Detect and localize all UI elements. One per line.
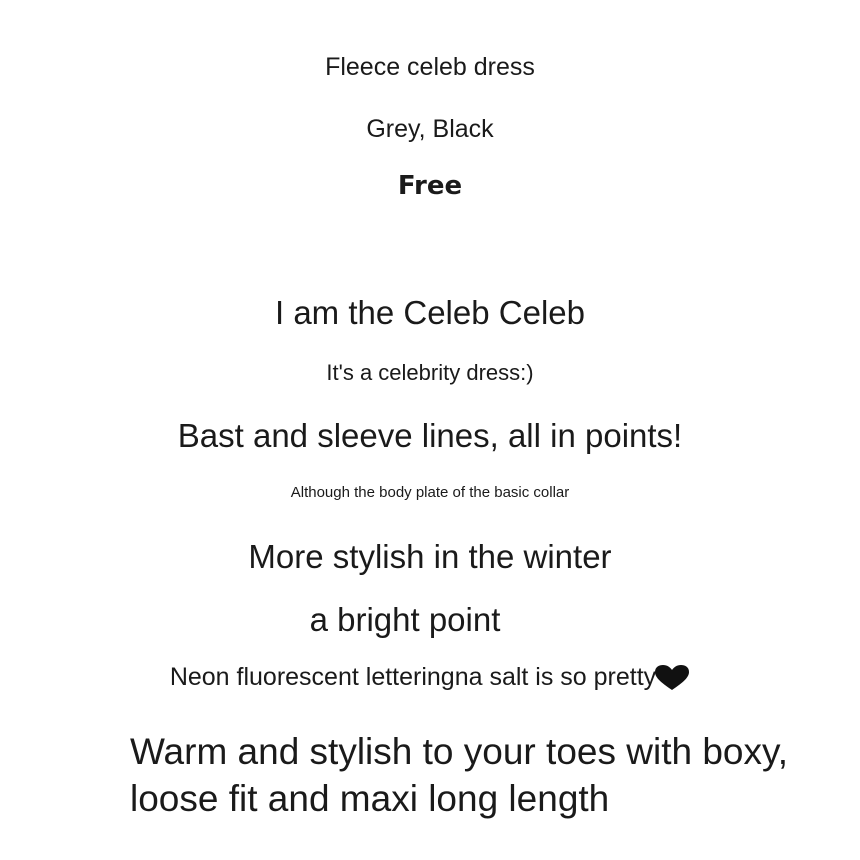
heart-icon [654,664,690,692]
closing-text: Warm and stylish to your toes with boxy, loose fit and maxi long length [130,731,789,819]
product-colors: Grey, Black [366,115,494,143]
winter-line: More stylish in the winter [248,538,612,575]
product-name: Fleece celeb dress [325,53,535,81]
product-size: Free [397,171,463,201]
subline: It's a celebrity dress:) [326,360,534,385]
points-line: Bast and sleeve lines, all in points! [177,417,683,454]
collar-note: Although the body plate of the basic collar [290,484,570,501]
lettering-line: Neon fluorescent letteringna salt is so pretty [169,663,657,691]
headline: I am the Celeb Celeb [274,294,585,331]
lettering-line-row [0,663,860,692]
bright-point-line: a bright point [309,601,501,638]
